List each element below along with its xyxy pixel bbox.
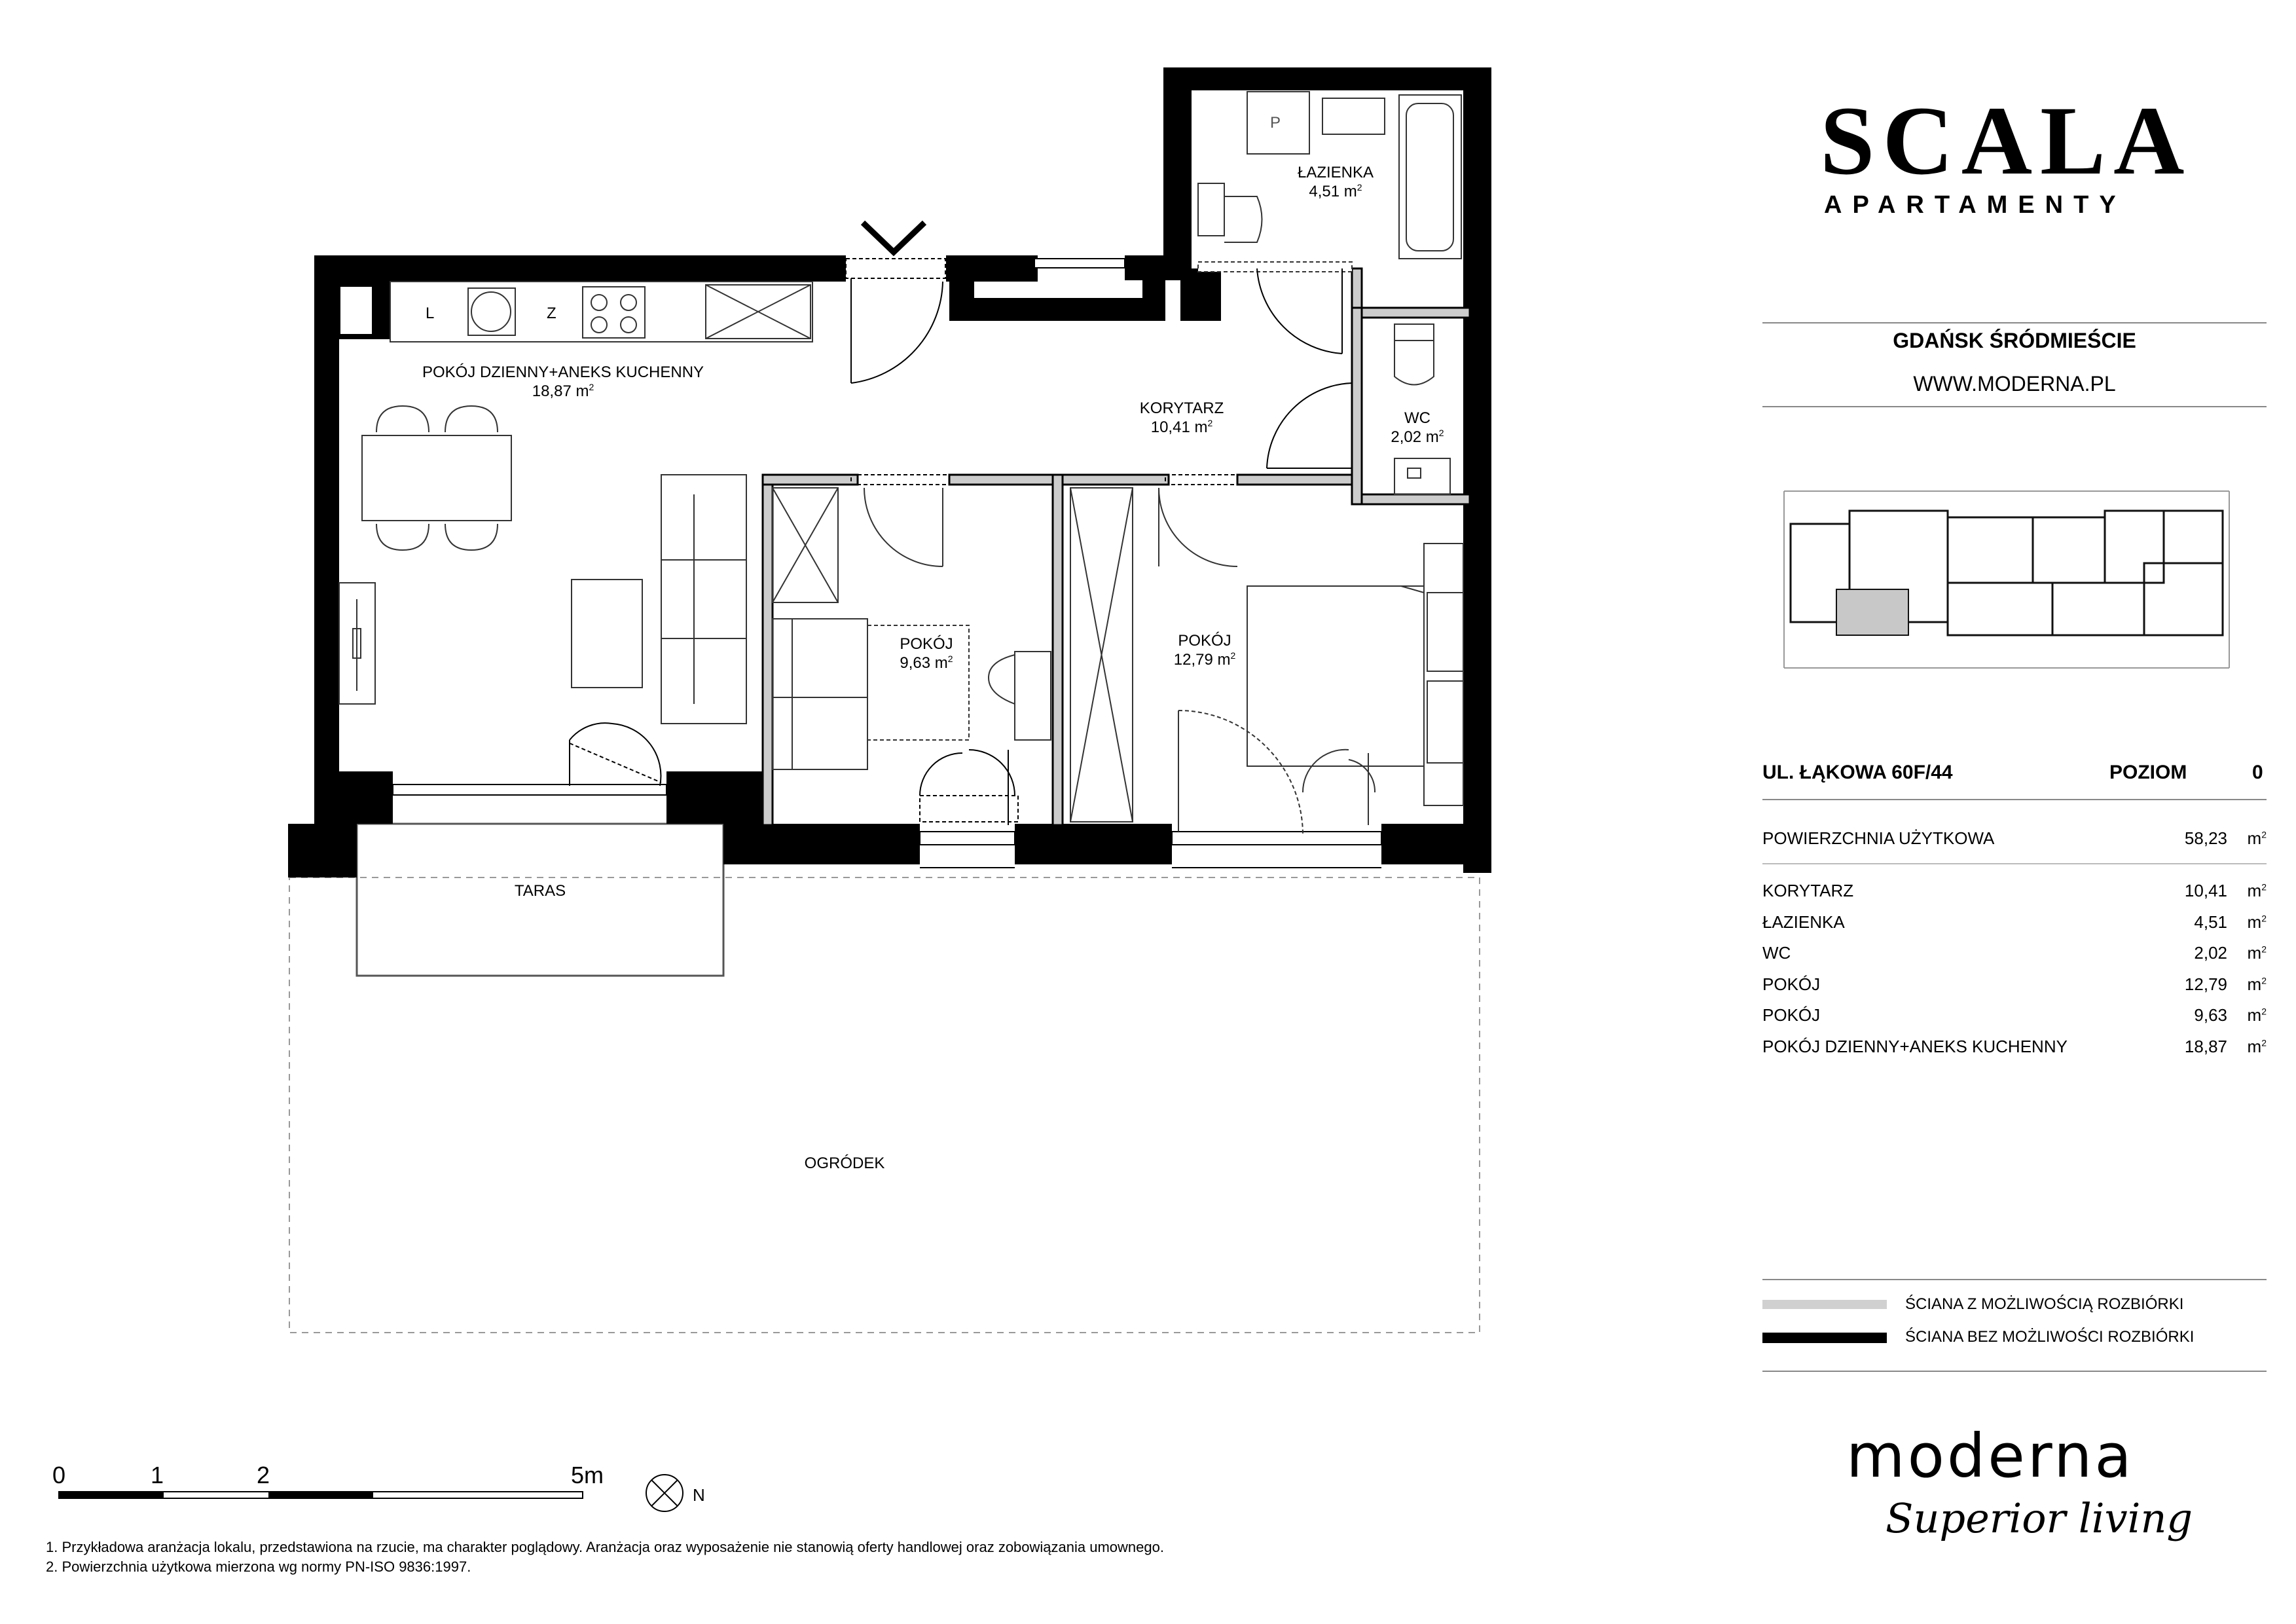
unit-address: UL. ŁĄKOWA 60F/44 bbox=[1762, 762, 1953, 783]
divider bbox=[1762, 799, 2267, 800]
room-name: POKÓJ bbox=[1762, 1005, 1821, 1025]
usable-area-value: 58,23 bbox=[2184, 828, 2227, 848]
living-room-label: POKÓJ DZIENNY+ANEKS KUCHENNY 18,87 $m^2$ bbox=[422, 363, 704, 400]
developer-logo: moderna bbox=[1846, 1421, 2134, 1491]
room-area: 4,51 bbox=[2194, 912, 2227, 932]
legend-permanent-label: ŚCIANA BEZ MOŻLIWOŚCI ROZBIÓRKI bbox=[1905, 1328, 2195, 1346]
room-unit: m bbox=[2247, 1005, 2262, 1025]
divider bbox=[1762, 1279, 2267, 1280]
brand-logo: SCALA bbox=[1820, 86, 2193, 195]
bathroom-name: ŁAZIENKA bbox=[1297, 164, 1374, 181]
small-room-name: POKÓJ bbox=[900, 635, 953, 653]
terrace-label: TARAS bbox=[514, 882, 566, 900]
living-room-name: POKÓJ DZIENNY+ANEKS KUCHENNY bbox=[422, 363, 704, 381]
room-name: POKÓJ bbox=[1762, 974, 1821, 994]
bathroom-label: ŁAZIENKA 4,51 $m^2$ bbox=[1297, 164, 1374, 200]
key-plan-highlight bbox=[1836, 589, 1908, 635]
room-row: ŁAZIENKA 4,51 $m^2$ bbox=[1762, 912, 2267, 932]
room-unit: m bbox=[2247, 1037, 2262, 1056]
windows bbox=[393, 259, 1381, 868]
level-label: POZIOM bbox=[2109, 762, 2187, 783]
entrance-door bbox=[846, 223, 945, 383]
legend-permanent-swatch bbox=[1762, 1333, 1887, 1343]
room-unit: m bbox=[2247, 974, 2262, 994]
corridor-area: 10,41 m bbox=[1150, 418, 1208, 436]
room-row: POKÓJ 9,63 $m^2$ bbox=[1762, 1005, 2267, 1025]
room-name: ŁAZIENKA bbox=[1762, 912, 1845, 932]
big-room-furniture bbox=[1070, 488, 1463, 835]
brand-subtitle: APARTAMENTY bbox=[1824, 191, 2126, 219]
small-room-furniture bbox=[773, 488, 1051, 769]
corridor-name: KORYTARZ bbox=[1139, 399, 1224, 417]
website-link[interactable]: WWW.MODERNA.PL bbox=[1913, 372, 2116, 396]
room-area: 10,41 bbox=[2184, 881, 2227, 900]
partition-walls bbox=[763, 268, 1470, 825]
legend-removable-label: ŚCIANA Z MOŻLIWOŚCIĄ ROZBIÓRKI bbox=[1905, 1295, 2184, 1313]
big-room-label: POKÓJ 12,79 $m^2$ bbox=[1173, 632, 1236, 669]
note-1: 1. Przykładowa aranżacja lokalu, przedstawiona na rzucie, ma charakter poglądowy. Aranżacja oraz wyposażenie nie stanowią oferty handlowej oraz zobowiązania umownego. bbox=[46, 1539, 1164, 1555]
room-row: POKÓJ DZIENNY+ANEKS KUCHENNY 18,87 $m^2$ bbox=[1762, 1037, 2267, 1056]
garden-label: OGRÓDEK bbox=[804, 1154, 885, 1172]
city-label: GDAŃSK ŚRÓDMIEŚCIE bbox=[1893, 329, 2136, 352]
room-unit: m bbox=[2247, 912, 2262, 932]
note-2: 2. Powierzchnia użytkowa mierzona wg normy PN-ISO 9836:1997. bbox=[46, 1559, 471, 1575]
small-room-area: 9,63 m bbox=[900, 654, 948, 672]
usable-area-unit: m bbox=[2247, 828, 2262, 848]
developer-tagline: Superior living bbox=[1886, 1494, 2193, 1542]
room-name: KORYTARZ bbox=[1762, 881, 1854, 900]
wc-door bbox=[1267, 383, 1352, 468]
wc-area: 2,02 m bbox=[1391, 428, 1439, 446]
sofa bbox=[572, 475, 746, 724]
north-label: N bbox=[693, 1485, 705, 1505]
tv-unit bbox=[339, 583, 375, 704]
dining-table bbox=[362, 406, 511, 550]
divider bbox=[1762, 406, 2267, 407]
level-value: 0 bbox=[2252, 762, 2263, 783]
scale-tick-5m: 5m bbox=[571, 1462, 604, 1488]
divider bbox=[1762, 863, 2267, 864]
room-name: POKÓJ DZIENNY+ANEKS KUCHENNY bbox=[1762, 1037, 2068, 1056]
wc-name: WC bbox=[1404, 409, 1430, 427]
legend-removable-swatch bbox=[1762, 1300, 1887, 1309]
room-row: KORYTARZ 10,41 $m^2$ bbox=[1762, 881, 2267, 900]
scale-tick-1: 1 bbox=[151, 1462, 164, 1488]
big-room-area: 12,79 m bbox=[1173, 651, 1231, 669]
fridge-label: L bbox=[426, 304, 435, 322]
room-unit: m bbox=[2247, 881, 2262, 900]
kitchen-counter bbox=[390, 282, 812, 342]
usable-area-row: POWIERZCHNIA UŻYTKOWA 58,23 $m^2$ bbox=[1762, 828, 2267, 848]
garden-outline bbox=[289, 877, 1480, 1333]
corridor-label: KORYTARZ 10,41 $m^2$ bbox=[1139, 399, 1224, 436]
small-room-label: POKÓJ 9,63 $m^2$ bbox=[900, 635, 953, 672]
room-area: 9,63 bbox=[2194, 1005, 2227, 1025]
room-area: 12,79 bbox=[2184, 974, 2227, 994]
bathroom-area: 4,51 m bbox=[1309, 183, 1357, 200]
wc-label: WC 2,02 $m^2$ bbox=[1391, 409, 1444, 446]
entrance-chevron-icon bbox=[863, 223, 924, 252]
room-area: 18,87 bbox=[2184, 1037, 2227, 1056]
usable-area-label: POWIERZCHNIA UŻYTKOWA bbox=[1762, 828, 1995, 848]
washer-label: P bbox=[1270, 114, 1281, 132]
divider bbox=[1762, 1371, 2267, 1372]
scale-tick-0: 0 bbox=[52, 1462, 66, 1488]
stove-label: Z bbox=[547, 304, 556, 322]
room-row: POKÓJ 12,79 $m^2$ bbox=[1762, 974, 2267, 994]
key-plan bbox=[1771, 485, 2242, 674]
room-unit: m bbox=[2247, 943, 2262, 963]
room-row: WC 2,02 $m^2$ bbox=[1762, 943, 2267, 963]
room-area: 2,02 bbox=[2194, 943, 2227, 963]
living-door bbox=[570, 723, 661, 786]
living-room-area: 18,87 m bbox=[532, 382, 589, 400]
room-name: WC bbox=[1762, 943, 1791, 963]
divider bbox=[1762, 322, 2267, 323]
small-room-window-door bbox=[920, 750, 1018, 825]
big-room-name: POKÓJ bbox=[1178, 632, 1231, 650]
bathroom-door bbox=[1257, 268, 1342, 354]
scale-tick-2: 2 bbox=[257, 1462, 270, 1488]
